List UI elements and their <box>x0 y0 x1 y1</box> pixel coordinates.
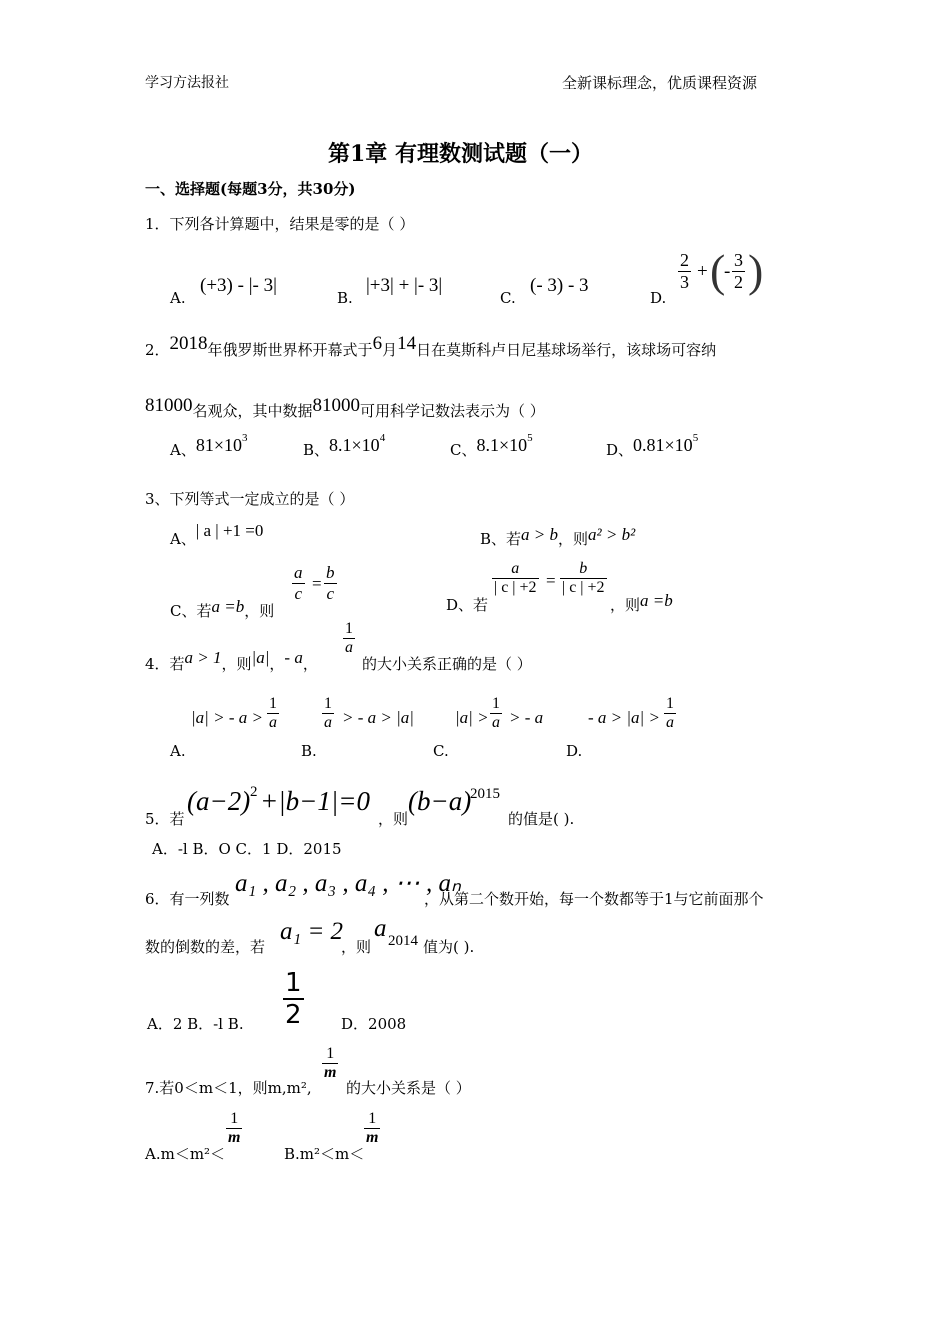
page-title: 第1章 有理数测试题（一） <box>328 141 593 167</box>
q1-option-d-lparen: ( <box>710 245 726 296</box>
q2-text2: 月 <box>382 341 398 359</box>
q7-option-b: B.m²＜m＜ <box>284 1145 365 1163</box>
numerator: 1 <box>285 968 302 998</box>
q7-stem2: 的大小关系是（ ） <box>346 1079 471 1097</box>
q3-option-d-then <box>610 591 673 615</box>
q6-half-fraction <box>283 968 304 1030</box>
q4-option-b-fraction <box>322 695 334 732</box>
q1-option-d-neg: - <box>724 261 731 282</box>
numerator: 3 <box>734 250 743 270</box>
q4-option-d-expr: - a > |a| > <box>588 708 660 727</box>
q5-num: 5．若 <box>145 810 185 828</box>
q2-option-a-label: A、 <box>170 441 196 459</box>
numerator: 1 <box>269 695 277 712</box>
q3-option-b-label: B、若 <box>480 530 522 548</box>
numerator: a <box>294 563 303 582</box>
header-right: 全新课标理念，优质课程资源 <box>562 74 758 92</box>
denominator: m <box>228 1129 241 1146</box>
q1-option-d-plus: + <box>697 261 708 282</box>
q2-option-a <box>170 432 248 460</box>
q7-fraction <box>322 1045 338 1082</box>
numerator: b <box>560 560 607 579</box>
q1-option-d-fraction-2 <box>732 250 745 293</box>
q4-option-a-label: A. <box>170 742 186 760</box>
q4-option-d-label: D. <box>566 742 583 760</box>
q3-option-c-equals: = <box>312 574 322 593</box>
q3-option-d-label: D、若 <box>446 596 489 614</box>
q5-expr-2: +|b−1|=0 <box>260 786 371 816</box>
q1-option-c-label: C. <box>500 289 516 307</box>
denominator: c <box>294 584 303 603</box>
denominator: a <box>666 714 674 731</box>
q3-option-d-fraction-2 <box>560 560 607 597</box>
q2-option-d-exp: 5 <box>692 432 699 444</box>
q6-text1: ，从第二个数开始，每一个数都等于1与它前面那个 <box>424 890 764 908</box>
q4-expr-neg: - a <box>284 648 303 667</box>
q3-option-c-cond: a =b <box>211 597 245 616</box>
q7-stem1: 7.若0＜m＜1，则m,m², <box>145 1079 312 1097</box>
q6-cond: a₁ = 2 <box>280 918 344 945</box>
q6-subscript: 2014 <box>388 933 418 949</box>
denominator: m <box>366 1129 379 1146</box>
numerator: b <box>326 563 335 582</box>
q2-option-c <box>450 432 533 460</box>
numerator: a <box>492 560 539 579</box>
q1-option-a-expr: (+3) - |- 3| <box>200 275 277 296</box>
section-heading: 一、选择题(每题3分，共30分) <box>145 180 356 198</box>
q2-text1: 年俄罗斯世界杯开幕式于 <box>207 341 373 359</box>
q4-text2: 的大小关系正确的是（ ） <box>362 655 532 673</box>
q2-text3: 日在莫斯科卢日尼基球场举行，该球场可容纳 <box>416 341 717 359</box>
q3-option-a-expr: | a | +1 =0 <box>195 521 264 540</box>
q4-stem <box>145 648 318 674</box>
q4-sep2: ， <box>302 655 318 673</box>
q4-sep1: ， <box>269 655 285 673</box>
q2-line2 <box>145 395 545 422</box>
q4-expr-abs: |a| <box>251 648 270 667</box>
q5-power: 2015 <box>470 786 500 802</box>
denominator: 3 <box>680 272 689 292</box>
numerator: 1 <box>492 695 500 712</box>
q1-option-b-label: B. <box>337 289 353 307</box>
numerator: 1 <box>345 620 353 637</box>
denominator: a <box>269 714 277 731</box>
q2-option-c-expr: 8.1×10 <box>476 435 528 455</box>
denominator: | c | +2 <box>562 579 605 596</box>
q2-option-c-exp: 5 <box>527 432 533 444</box>
q4-option-a-fraction <box>267 695 279 732</box>
q4-option-c-fraction <box>490 695 502 732</box>
q2-text5: 可用科学记数法表示为（ ） <box>360 402 545 420</box>
q7-option-b-fraction <box>364 1110 380 1147</box>
denominator: a <box>492 714 500 731</box>
q5-text2: 的值是( ). <box>508 810 575 828</box>
q6-text2: 数的倒数的差，若 <box>145 938 266 956</box>
q3-option-a-label: A、 <box>170 530 196 548</box>
q6-options: A．2 B．-l B. <box>147 1015 244 1033</box>
q1-option-c-expr: (- 3) - 3 <box>530 275 589 296</box>
q1-option-a-label: A. <box>170 289 186 307</box>
denominator: m <box>324 1064 337 1081</box>
q2-option-a-exp: 3 <box>242 432 248 444</box>
numerator: 2 <box>680 250 689 270</box>
q3-option-b-result: a² > b² <box>588 525 636 544</box>
q1-option-d-fraction-1 <box>678 250 691 293</box>
q1-option-d-label: D. <box>650 289 667 307</box>
q4-num: 4．若 <box>145 655 185 673</box>
q3-option-c-then: ，则 <box>244 602 275 620</box>
q3-option-d-then-text: ，则 <box>610 596 641 614</box>
q5-expr-3: (b−a) <box>408 786 472 816</box>
q4-option-a-expr: |a| > - a > <box>191 708 263 727</box>
q4-text1: ，则 <box>221 655 252 673</box>
q3-option-a <box>170 521 264 549</box>
q2-num: 2． <box>145 341 170 359</box>
q5-options: A．-l B．O C．1 D．2015 <box>152 840 342 858</box>
numerator: 1 <box>324 695 332 712</box>
q3-option-c-fraction-1 <box>292 563 305 604</box>
q3-option-b-cond: a > b <box>521 525 559 544</box>
q2-option-c-label: C、 <box>450 441 477 459</box>
q1-stem: 1．下列各计算题中，结果是零的是（ ） <box>145 215 415 233</box>
q6-option-d: D．2008 <box>341 1015 407 1033</box>
denominator: 2 <box>734 272 743 292</box>
q2-day: 14 <box>397 333 417 354</box>
q3-stem: 3、下列等式一定成立的是（ ） <box>145 490 355 508</box>
q7-option-a-fraction <box>226 1110 242 1147</box>
q4-option-d-fraction <box>664 695 676 732</box>
q2-option-d <box>606 432 699 460</box>
q4-option-c-label: C. <box>433 742 449 760</box>
q5-expr-1: (a−2) <box>187 786 251 816</box>
q2-option-a-expr: 81×10 <box>195 435 242 455</box>
q3-option-d-equals: = <box>546 571 556 590</box>
q6-text3: ，则 <box>341 938 372 956</box>
q1-option-b-expr: |+3| + |- 3| <box>366 275 443 296</box>
q5-square: 2 <box>250 784 258 800</box>
q2-line1 <box>145 333 717 361</box>
q2-text4: 名观众，其中数据 <box>192 402 313 420</box>
denominator: a <box>345 639 353 656</box>
q2-option-b-expr: 8.1×10 <box>329 435 380 455</box>
q6-num: 6．有一列数 <box>145 890 230 908</box>
denominator: 2 <box>285 1000 302 1030</box>
q5-text1: ，则 <box>378 810 409 828</box>
q2-month: 6 <box>372 333 383 354</box>
q3-option-d-fraction-1 <box>492 560 539 597</box>
q3-option-b-then: ，则 <box>558 530 589 548</box>
numerator: 1 <box>666 695 674 712</box>
q4-option-b-expr: > - a > |a| <box>342 708 414 727</box>
denominator: | c | +2 <box>494 579 537 596</box>
header-left: 学习方法报社 <box>145 75 229 91</box>
q4-option-c-expr-2: > - a <box>509 708 544 727</box>
q3-option-c-label: C、若 <box>170 602 212 620</box>
q2-option-b-label: B、 <box>303 441 330 459</box>
q3-option-d-result: a =b <box>640 591 673 610</box>
q2-option-b-exp: 4 <box>379 432 386 444</box>
q4-fraction <box>343 620 355 657</box>
q3-option-c <box>170 597 275 621</box>
q1-option-d-rparen: ) <box>748 245 764 296</box>
q3-option-b <box>480 525 636 549</box>
q4-option-b-label: B. <box>301 742 317 760</box>
q4-cond: a > 1 <box>184 648 222 667</box>
q2-option-d-label: D、 <box>606 441 634 459</box>
q6-a: a <box>374 915 387 942</box>
numerator: 1 <box>364 1110 380 1129</box>
denominator: a <box>324 714 332 731</box>
q2-year: 2018 <box>169 333 208 354</box>
q2-option-b <box>303 432 386 460</box>
q6-text4: 值为( ). <box>423 938 475 956</box>
q3-option-c-fraction-2 <box>324 563 337 604</box>
q7-option-a: A.m＜m²＜ <box>145 1145 226 1163</box>
numerator: 1 <box>322 1045 338 1064</box>
numerator: 1 <box>226 1110 242 1129</box>
denominator: c <box>326 584 335 603</box>
q4-option-c-expr-1: |a| > <box>455 708 489 727</box>
q2-number-2: 81000 <box>312 395 361 416</box>
q2-option-d-expr: 0.81×10 <box>633 435 693 455</box>
q6-sequence: a₁ , a₂ , a₃ , a₄ , ⋯ , aₙ <box>235 870 461 897</box>
q2-number-1: 81000 <box>145 395 193 416</box>
